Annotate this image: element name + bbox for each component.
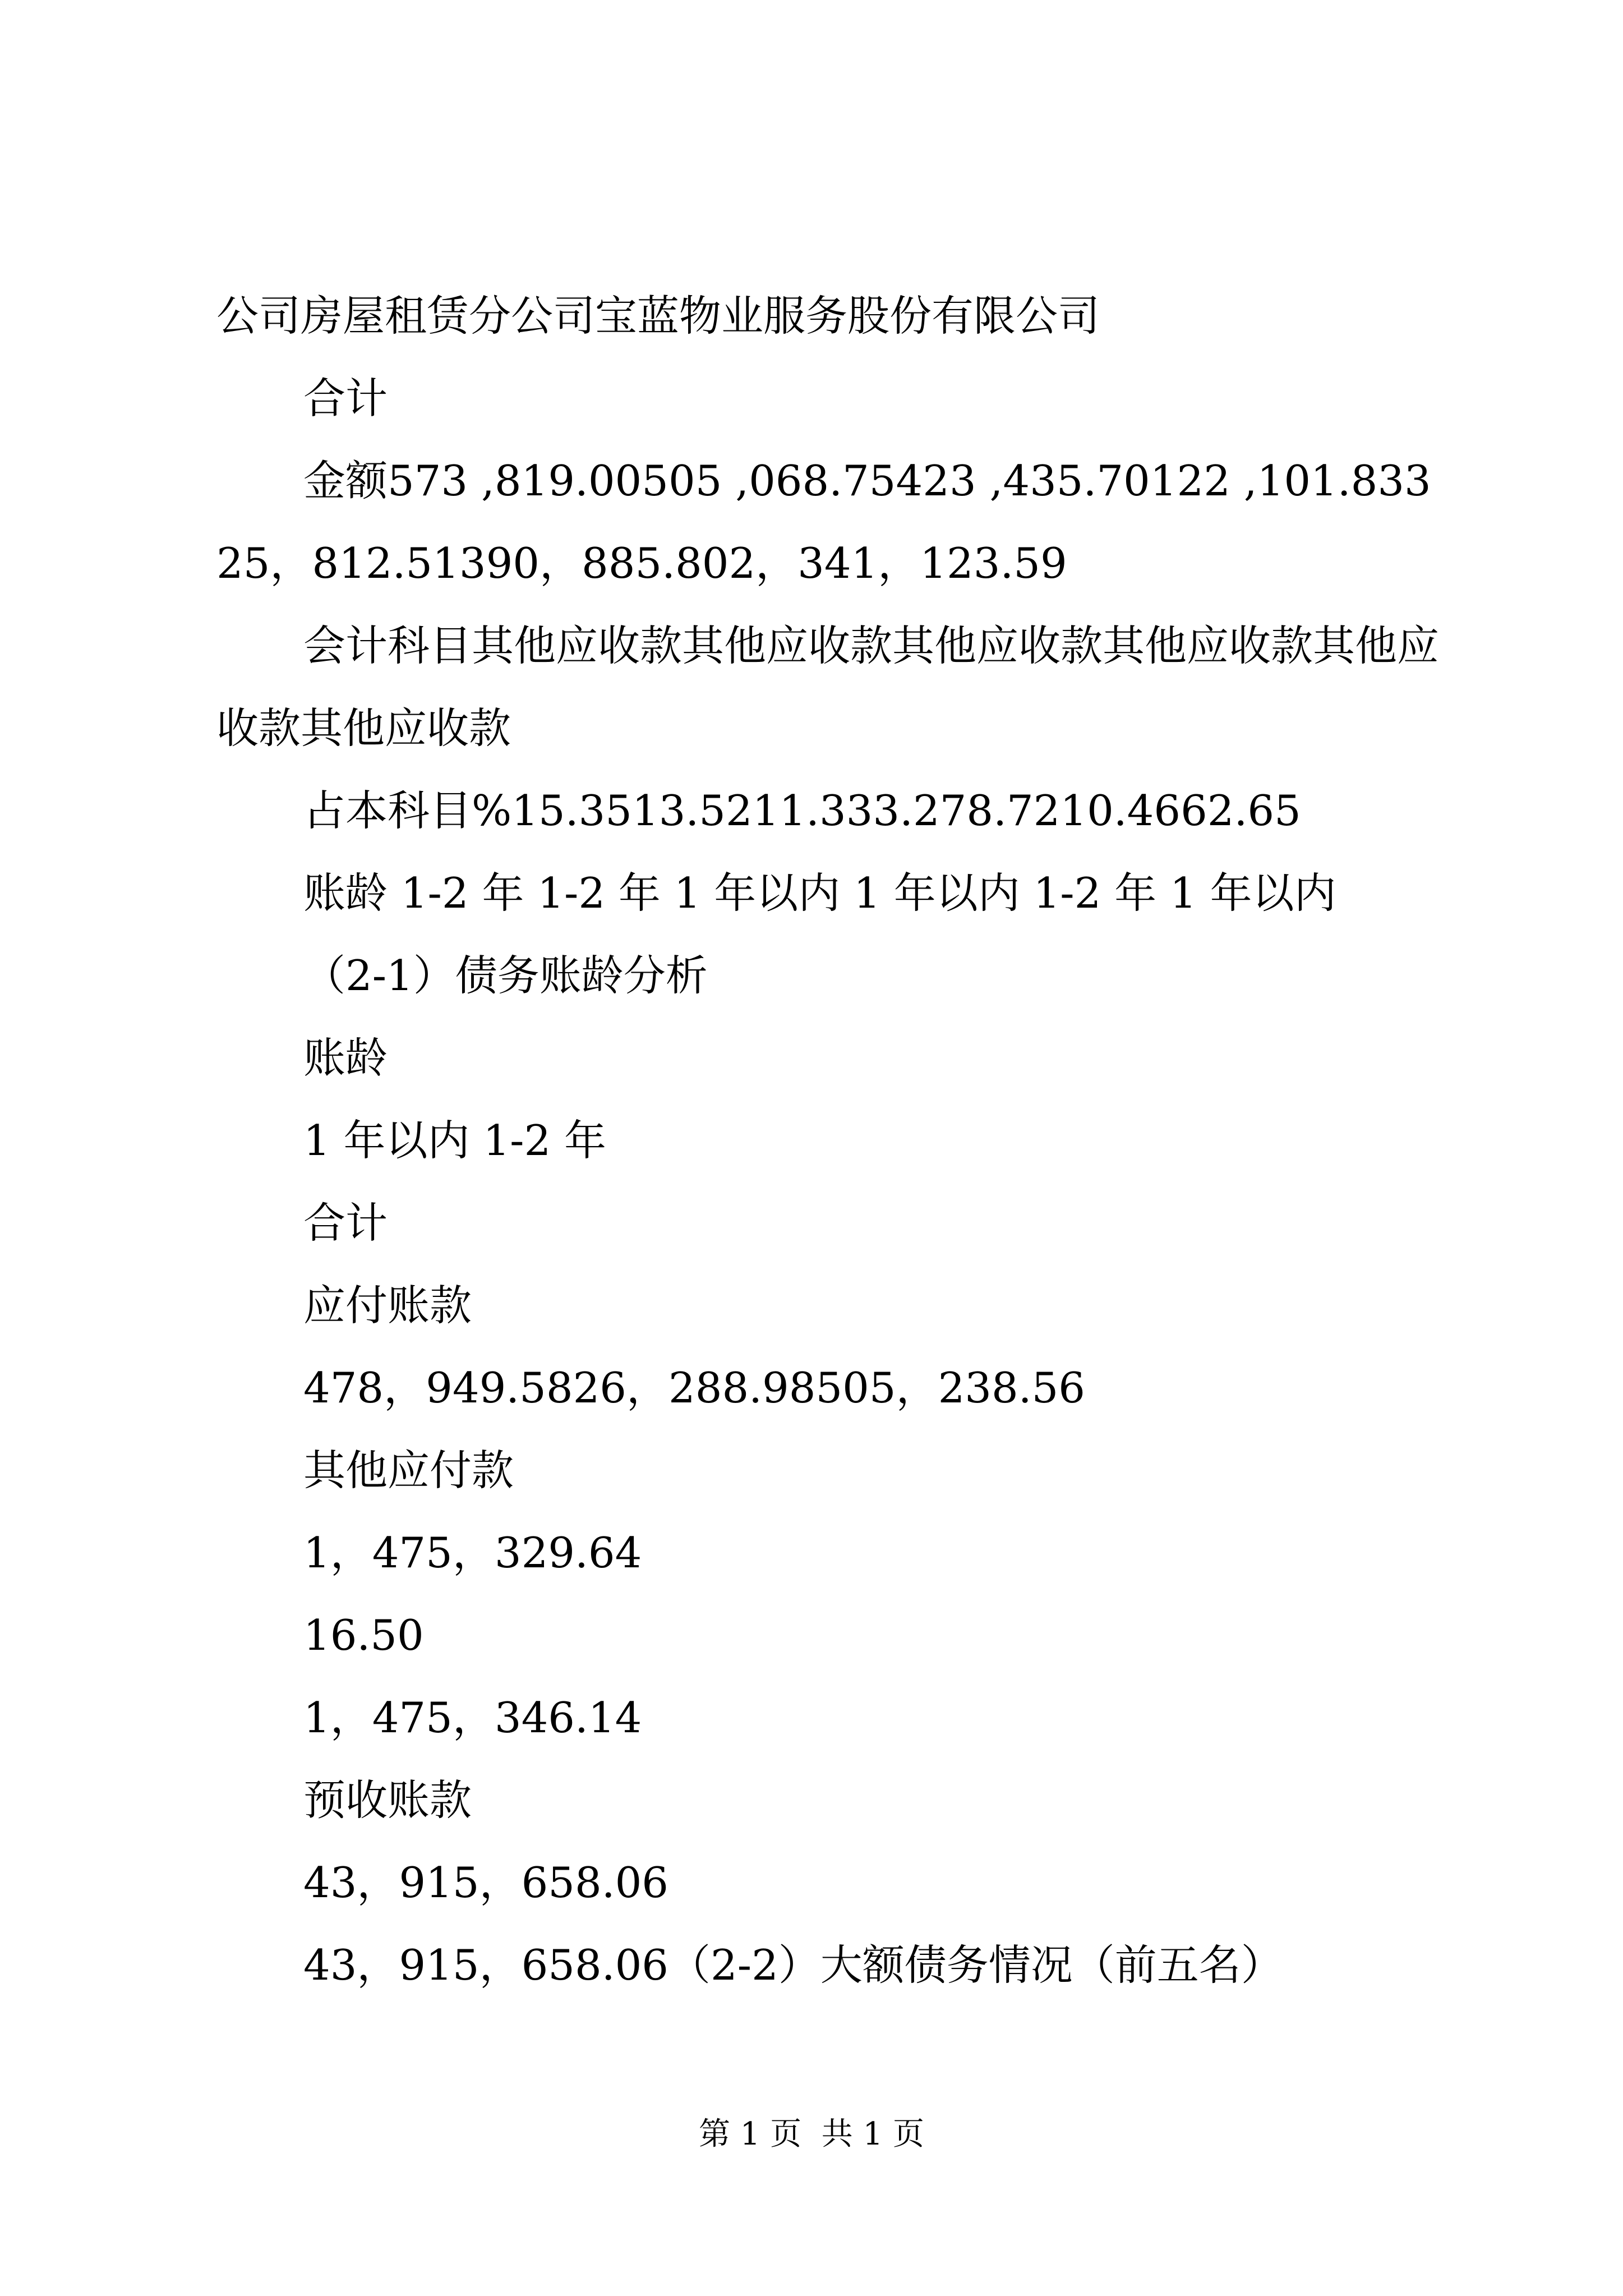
paragraph-aging-periods: 1 年以内 1-2 年: [303, 1116, 607, 1165]
paragraph-accounts-payable-values: 478，949.5826，288.98505，238.56: [303, 1363, 1086, 1412]
paragraph-advance-receipts-total-and-heading: 43，915，658.06（2-2）大额债务情况（前五名）: [303, 1940, 1283, 1990]
section-heading-debt-aging: （2-1）债务账龄分析: [303, 951, 708, 1000]
paragraph-total-label-2: 合计: [303, 1198, 388, 1248]
paragraph-other-payables-value-2: 16.50: [303, 1611, 424, 1660]
paragraph-subject-percentages: 占本科目%15.3513.5211.333.278.7210.4662.65: [303, 786, 1301, 835]
paragraph-other-payables-total: 1，475，346.14: [303, 1693, 642, 1742]
page-footer: 第 1 页 共 1 页: [698, 2116, 925, 2152]
paragraph-aging-label: 账龄: [303, 1033, 388, 1083]
paragraph-advance-receipts-value: 43，915，658.06: [303, 1858, 669, 1907]
paragraph-other-payables-value-1: 1，475，329.64: [303, 1528, 642, 1577]
paragraph-company-names: 公司房屋租赁分公司宝蓝物业服务股份有限公司: [216, 291, 1100, 341]
paragraph-amounts: 金额573 ,819.00505 ,068.75423 ,435.70122 ,101.83325，812.51390，885.802，341，123.59: [216, 456, 1431, 588]
paragraph-other-payables-label: 其他应付款: [303, 1446, 514, 1495]
paragraph-advance-receipts-label: 预收账款: [303, 1775, 472, 1825]
paragraph-accounting-subjects: 会计科目其他应收款其他应收款其他应收款其他应收款其他应收款其他应收款: [216, 621, 1440, 753]
document-body: [216, 275, 1456, 2007]
paragraph-total-label: 合计: [303, 374, 388, 423]
paragraph-accounts-payable-label: 应付账款: [303, 1281, 472, 1330]
paragraph-aging-list: 账龄 1-2 年 1-2 年 1 年以内 1 年以内 1-2 年 1 年以内: [303, 868, 1336, 918]
